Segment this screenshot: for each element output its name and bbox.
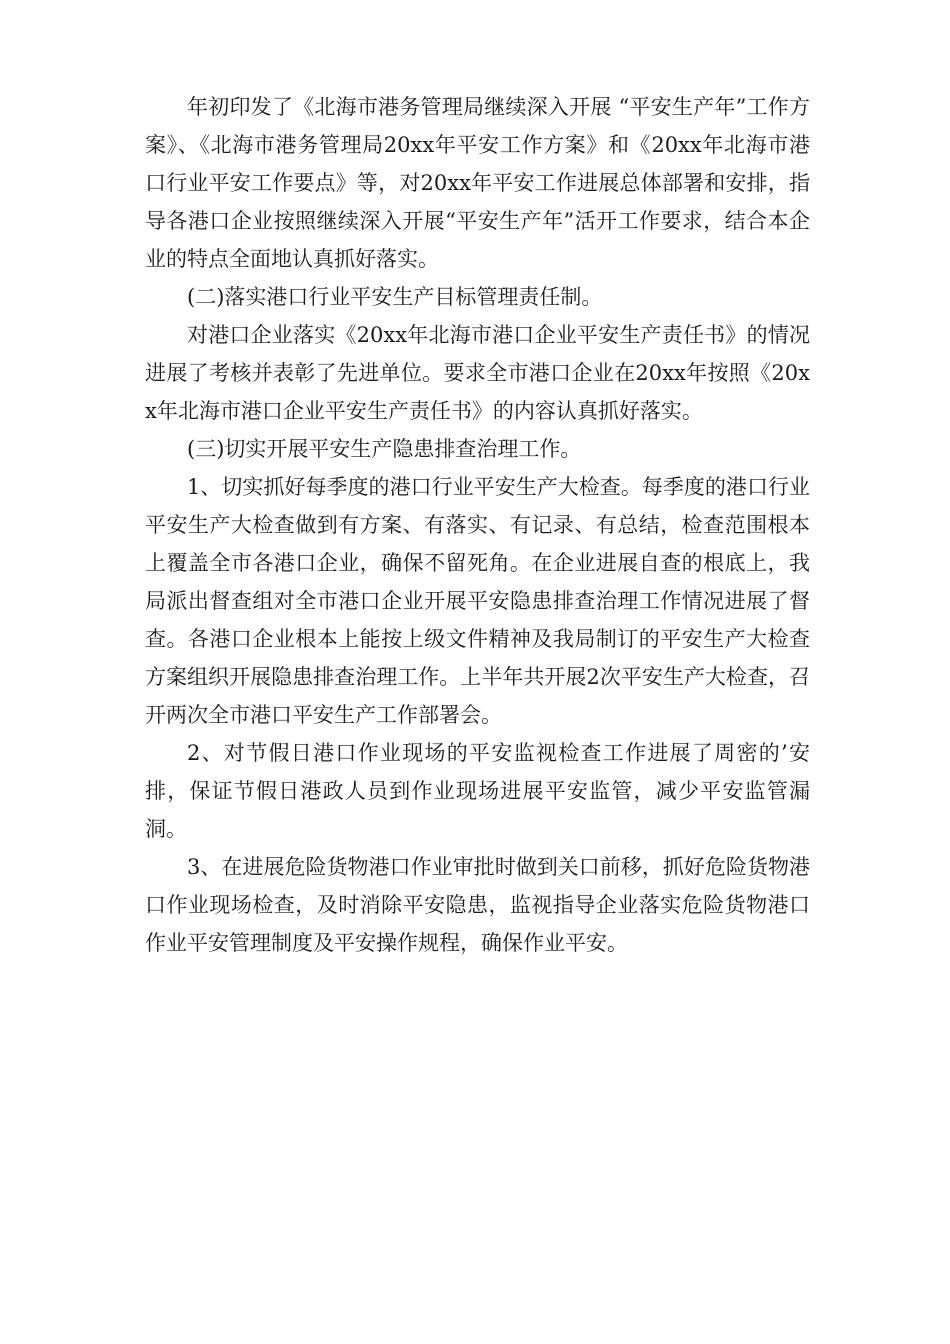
- paragraph-intro: 年初印发了《北海市港务管理局继续深入开展 “平安生产年”工作方案》、《北海市港务管理局20xx年平安工作方案》和《20xx年北海市港口行业平安工作要点》等，对20xx年平安工作进展总体部署和安排，指导各港口企业按照继续深入开展“平安生产年”活开工作要求，结合本企业的特点全面地认真抓好落实。: [145, 95, 810, 271]
- paragraph-responsibility: 对港口企业落实《20xx年北海市港口企业平安生产责任书》的情况进展了考核并表彰了先进单位。要求全市港口企业在20xx年按照《20xx年北海市港口企业平安生产责任书》的内容认真抓好落实。: [145, 323, 810, 423]
- paragraph-item-2: 2、对节假日港口作业现场的平安监视检查工作进展了周密的’安排，保证节假日港政人员到作业现场进展平安监管，减少平安监管漏洞。: [145, 741, 810, 841]
- document-body: [145, 88, 810, 962]
- paragraph-item-1: 1、切实抓好每季度的港口行业平安生产大检查。每季度的港口行业平安生产大检查做到有方案、有落实、有记录、有总结，检查范围根本上覆盖全市各港口企业，确保不留死角。在企业进展自查的根底上，我局派出督查组对全市港口企业开展平安隐患排查治理工作情况进展了督查。各港口企业根本上能按上级文件精神及我局制订的平安生产大检查方案组织开展隐患排查治理工作。上半年共开展2次平安生产大检查，召开两次全市港口平安生产工作部署会。: [145, 475, 810, 727]
- section-heading-3: (三)切实开展平安生产隐患排查治理工作。: [187, 437, 582, 461]
- paragraph-item-3: 3、在进展危险货物港口作业审批时做到关口前移，抓好危险货物港口作业现场检查，及时消除平安隐患，监视指导企业落实危险货物港口作业平安管理制度及平安操作规程，确保作业平安。: [145, 855, 810, 955]
- section-heading-2: (二)落实港口行业平安生产目标管理责任制。: [187, 285, 603, 309]
